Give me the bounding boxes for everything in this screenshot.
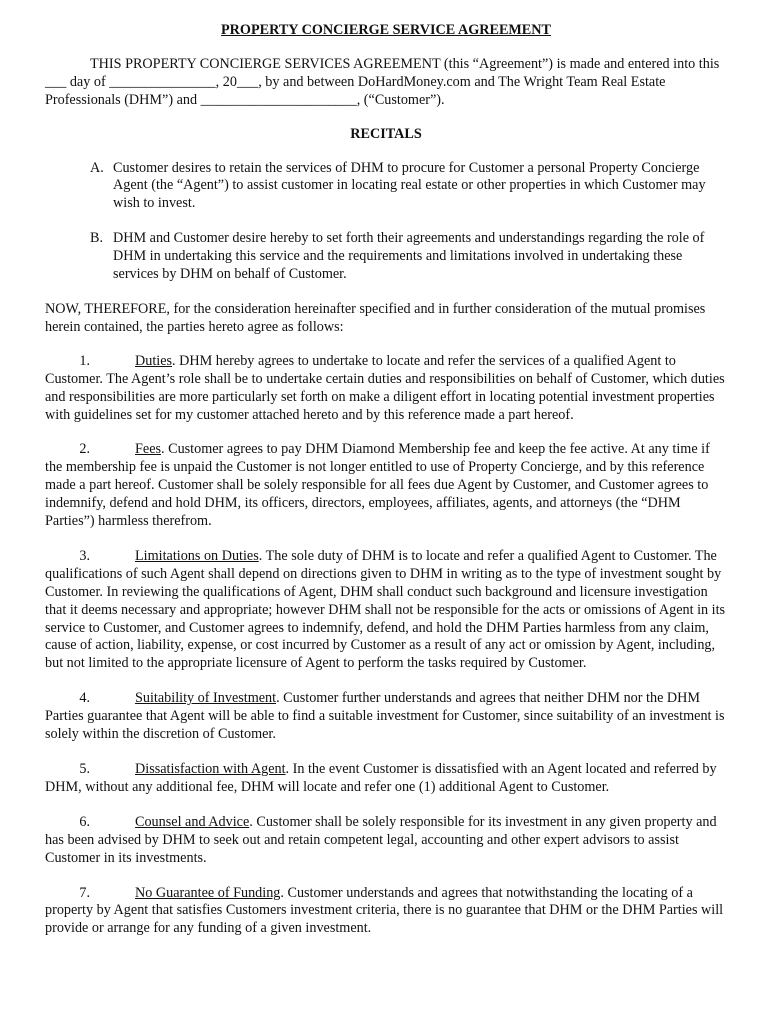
- recital-text: DHM and Customer desire hereby to set forth their agreements and understandings regarding the role of DHM in undertaking this service and the requirements and limitations involved in undertaking these services by DHM on behalf of Customer.: [113, 230, 705, 283]
- section-heading: Fees: [135, 441, 162, 458]
- recital-text: Customer desires to retain the services of DHM to procure for Customer a personal Property Concierge Agent (the “Agent”) to assist customer in locating real estate or other properties in which Customer may wish to invest.: [113, 159, 706, 212]
- section-text: . Customer shall be solely responsible for its investment in any given property and has been advised by DHM to seek out and retain competent legal, accounting and other expert advisors to assist Customer in its investments.: [45, 813, 717, 866]
- section-suitability-of-investment: [45, 690, 727, 744]
- section-fees: [45, 441, 727, 531]
- section-dissatisfaction-with-agent: [45, 761, 727, 797]
- recital-letter: A.: [90, 159, 104, 176]
- section-text: . The sole duty of DHM is to locate and refer a qualified Agent to Customer. The qualifications of such Agent shall depend on directions given to DHM in writing as to the type of investment sought by Customer. In reviewing the qualifications of Agent, DHM shall conduct such background and licensure investigation that it deems necessary and appropriate; however DHM shall not be responsible for the acts or omissions of Agent in its service to Customer, and Customer agrees to indemnify, defend, and hold the DHM Parties harmless from any claim, cause of action, liability, expense, or cost incurred by Customer as a result of any act or omission by Agent, including, but not limited to the appropriate licensure of Agent to perform the tasks required by Customer.: [45, 547, 726, 672]
- section-no-guarantee-of-funding: [45, 885, 727, 939]
- section-limitations-on-duties: [45, 548, 727, 673]
- section-heading: Limitations on Duties: [135, 547, 259, 564]
- section-number: 7.: [79, 884, 90, 901]
- now-therefore-paragraph: NOW, THEREFORE, for the consideration hereinafter specified and in further consideration of the mutual promises herein contained, the parties hereto agree as follows:: [45, 300, 706, 335]
- section-counsel-and-advice: [45, 814, 727, 868]
- section-number: 3.: [79, 547, 90, 564]
- recital-letter: B.: [90, 230, 104, 247]
- section-number: 6.: [79, 813, 90, 830]
- section-number: 1.: [79, 352, 90, 369]
- section-text: . Customer further understands and agrees that neither DHM nor the DHM Parties guarantee that Agent will be able to find a suitable investment for Customer, since suitability of an investment is solely within the discretion of Customer.: [45, 690, 725, 743]
- section-text: . Customer understands and agrees that notwithstanding the locating of a property by Agent that satisfies Customers investment criteria, there is no guarantee that DHM or the DHM Parties will provide or arrange for any funding of a given investment.: [45, 884, 724, 937]
- section-heading: Suitability of Investment: [135, 690, 277, 707]
- section-text: . In the event Customer is dissatisfied with an Agent located and referred by DHM, without any additional fee, DHM will locate and refer one (1) additional Agent to Customer.: [45, 761, 717, 795]
- section-text: . DHM hereby agrees to undertake to locate and refer the services of a qualified Agent to Customer. The Agent’s role shall be to undertake certain duties and responsibilities on behalf of Customer, which duties and responsibilities are more particularly set forth on make a diligent effort in locating potential investment properties with guidelines set for my customer attached hereto and by this reference made a part hereof.: [45, 352, 725, 423]
- intro-paragraph: THIS PROPERTY CONCIERGE SERVICES AGREEMENT (this “Agreement”) is made and entered into this ___ day of _______________, 20___, by and between DoHardMoney.com and The Wright Team Real Estate Professionals (DHM”) and ______________________, (“Customer”).: [45, 55, 720, 108]
- section-number: 5.: [79, 761, 90, 777]
- section-heading: Duties: [135, 352, 173, 369]
- document-title: PROPERTY CONCIERGE SERVICE AGREEMENT: [221, 22, 551, 38]
- section-heading: No Guarantee of Funding: [135, 884, 281, 901]
- recital-b: [45, 230, 727, 284]
- section-heading: Dissatisfaction with Agent: [135, 761, 286, 777]
- recital-a: [45, 160, 727, 214]
- section-duties: [45, 353, 727, 425]
- section-number: 4.: [79, 690, 90, 707]
- agreement-document: [45, 22, 727, 955]
- section-heading: Counsel and Advice: [135, 813, 250, 830]
- section-number: 2.: [79, 441, 90, 458]
- section-text: . Customer agrees to pay DHM Diamond Membership fee and keep the fee active. At any time if the membership fee is unpaid the Customer is not longer entitled to use of Property Concierge, and by this reference made a part hereof. Customer shall be solely responsible for all fees due Agent by Customer, and Customer agrees to indemnify, defend and hold DHM, its officers, directors, employees, affiliates, agents, and attorneys (the “DHM Parties”) harmless therefrom.: [45, 441, 710, 530]
- recitals-heading: RECITALS: [350, 125, 422, 142]
